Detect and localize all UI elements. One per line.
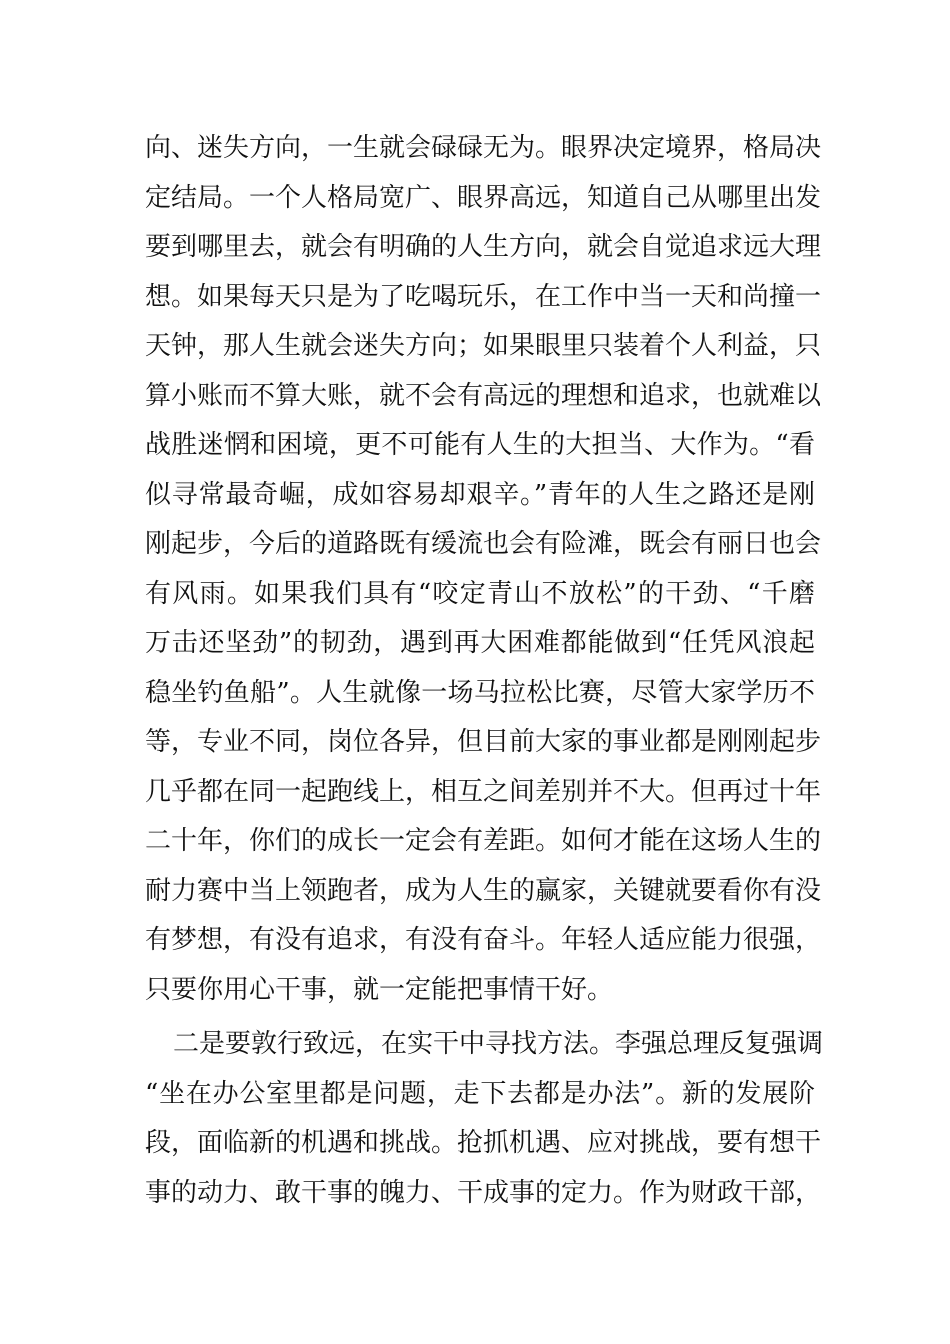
text-line: 等，专业不同，岗位各异，但目前大家的事业都是刚刚起步 (145, 727, 822, 757)
text-line: 耐力赛中当上领跑者，成为人生的赢家，关键就要看你有没 (145, 875, 822, 906)
text-line: 要到哪里去，就会有明确的人生方向，就会自觉追求远大理 (145, 232, 822, 262)
text-line: 有梦想，有没有追求，有没有奋斗。年轻人适应能力很强， (145, 925, 822, 955)
text-line: “坐在办公室里都是问题，走下去都是办法”。新的发展阶 (145, 1078, 815, 1109)
text-line: 有风雨。如果我们具有“咬定青山不放松”的干劲、“千磨 (145, 578, 815, 609)
text-line: 段，面临新的机遇和挑战。抢抓机遇、应对挑战，要有想干 (145, 1128, 822, 1158)
text-line: 战胜迷惘和困境，更不可能有人生的大担当、大作为。“看 (145, 430, 815, 460)
text-line: 算小账而不算大账，就不会有高远的理想和追求，也就难以 (145, 380, 822, 411)
text-line: 定结局。一个人格局宽广、眼界高远，知道自己从哪里出发 (145, 182, 822, 213)
text-line: 似寻常最奇崛，成如容易却艰辛。”青年的人生之路还是刚 (145, 479, 815, 510)
text-line: 稳坐钓鱼船”。人生就像一场马拉松比赛，尽管大家学历不 (145, 677, 815, 708)
text-line: 几乎都在同一起跑线上，相互之间差别并不大。但再过十年 (145, 776, 822, 807)
text-line: 二是要敦行致远，在实干中寻找方法。李强总理反复强调 (173, 1029, 824, 1059)
text-line: 天钟，那人生就会迷失方向；如果眼里只装着个人利益，只 (145, 331, 822, 361)
text-line: 二十年，你们的成长一定会有差距。如何才能在这场人生的 (145, 826, 822, 856)
text-line: 只要你用心干事，就一定能把事情干好。 (145, 974, 614, 1005)
text-line: 向、迷失方向，一生就会碌碌无为。眼界决定境界，格局决 (145, 133, 822, 163)
body-text (145, 124, 824, 1218)
text-line: 事的动力、敢干事的魄力、干成事的定力。作为财政干部， (145, 1177, 822, 1208)
text-line: 想。如果每天只是为了吃喝玩乐，在工作中当一天和尚撞一 (145, 281, 822, 312)
text-line: 万击还坚劲”的韧劲，遇到再大困难都能做到“任凭风浪起 (145, 628, 815, 658)
text-line: 刚起步，今后的道路既有缓流也会有险滩，既会有丽日也会 (145, 529, 822, 559)
